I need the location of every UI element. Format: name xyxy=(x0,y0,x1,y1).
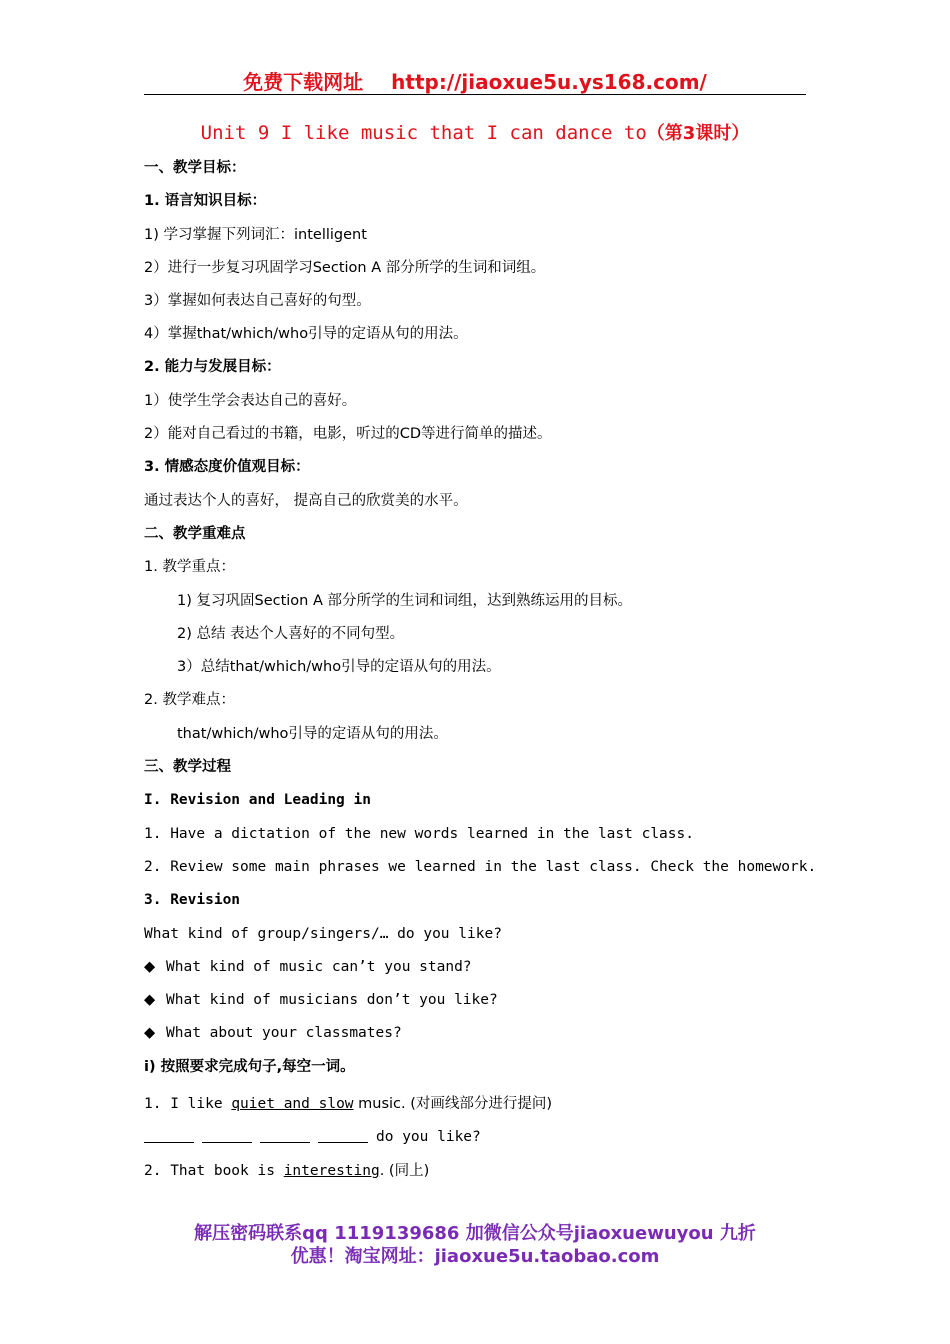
diamond-bullet-icon: ◆ xyxy=(144,992,156,1008)
key-point-item: 2) 总结 表达个人喜好的不同句型。 xyxy=(177,626,405,642)
difficult-point-text: that/which/who引导的定语从句的用法。 xyxy=(177,726,448,742)
ability-goal-item: 2）能对自己看过的书籍，电影，听过的CD等进行简单的描述。 xyxy=(144,426,552,442)
list-item xyxy=(144,990,498,1010)
bullet-text: What about your classmates? xyxy=(166,1025,402,1041)
answer-blank[interactable] xyxy=(260,1128,310,1143)
list-item xyxy=(144,957,472,977)
exercise-text: 2. That book is xyxy=(144,1163,284,1179)
page-title xyxy=(0,119,950,145)
attitude-goal-text: 通过表达个人的喜好， 提高自己的欣赏美的水平。 xyxy=(144,493,468,509)
underlined-phrase: interesting xyxy=(283,1163,380,1179)
ability-goals-title: 2. 能力与发展目标： xyxy=(144,359,281,375)
key-point-item: 1) 复习巩固Section A 部分所学的生词和词组，达到熟练运用的目标。 xyxy=(177,593,632,609)
header-label: 免费下载网址 xyxy=(243,70,364,94)
footer-contact: 解压密码联系qq 1119139686 加微信公众号jiaoxuewuyou 九折 xyxy=(194,1223,756,1244)
diamond-bullet-icon: ◆ xyxy=(144,1025,156,1041)
knowledge-goal-item: 1) 学习掌握下列词汇：intelligent xyxy=(144,227,367,243)
exercise-sentence-1 xyxy=(144,1094,552,1114)
underlined-phrase: quiet and slow xyxy=(231,1096,354,1112)
exercise-title: i) 按照要求完成句子,每空一词。 xyxy=(144,1059,355,1075)
answer-blank[interactable] xyxy=(318,1128,368,1143)
footer-shop-link[interactable]: 优惠！淘宝网址：jiaoxue5u.taobao.com xyxy=(290,1246,660,1267)
knowledge-goals-title: 1. 语言知识目标： xyxy=(144,193,267,209)
exercise-text: music. (对画线部分进行提问) xyxy=(353,1096,553,1112)
list-item xyxy=(144,1023,402,1043)
revision-subtitle: I. Revision and Leading in xyxy=(144,792,371,808)
bullet-text: What kind of musicians don’t you like? xyxy=(166,992,498,1008)
attitude-goals-title: 3. 情感态度价值观目标： xyxy=(144,459,310,475)
answer-suffix: do you like? xyxy=(376,1129,481,1145)
answer-blank[interactable] xyxy=(202,1128,252,1143)
bullet-text: What kind of music can’t you stand? xyxy=(166,959,472,975)
title-english: Unit 9 I like music that I can dance to xyxy=(200,122,647,144)
knowledge-goal-item: 2）进行一步复习巩固学习Section A 部分所学的生词和词组。 xyxy=(144,260,546,276)
section-objectives-heading: 一、教学目标： xyxy=(144,160,246,176)
section-process-heading: 三、教学过程 xyxy=(144,759,231,775)
section-keypoints-heading: 二、教学重难点 xyxy=(144,526,246,542)
answer-blank[interactable] xyxy=(144,1128,194,1143)
knowledge-goal-item: 3）掌握如何表达自己喜好的句型。 xyxy=(144,293,371,309)
process-step: 2. Review some main phrases we learned in the last class. Check the homework. xyxy=(144,859,817,875)
revision-title: 3. Revision xyxy=(144,892,241,908)
ability-goal-item: 1）使学生学会表达自己的喜好。 xyxy=(144,393,357,409)
title-lesson: （第3课时） xyxy=(646,123,750,144)
header-url-link[interactable]: http://jiaoxue5u.ys168.com/ xyxy=(391,70,707,94)
difficult-points-title: 2. 教学难点： xyxy=(144,692,235,708)
diamond-bullet-icon: ◆ xyxy=(144,959,156,975)
exercise-answer-line xyxy=(144,1127,481,1147)
exercise-text: 1. I like xyxy=(144,1096,232,1112)
page-header xyxy=(0,66,950,95)
key-point-item: 3）总结that/which/who引导的定语从句的用法。 xyxy=(177,659,501,675)
revision-question: What kind of group/singers/… do you like? xyxy=(144,926,502,942)
exercise-sentence-2 xyxy=(144,1161,429,1181)
key-points-title: 1. 教学重点： xyxy=(144,559,235,575)
process-step: 1. Have a dictation of the new words learned in the last class. xyxy=(144,826,694,842)
exercise-text: . (同上) xyxy=(379,1163,430,1179)
header-divider xyxy=(144,94,806,95)
knowledge-goal-item: 4）掌握that/which/who引导的定语从句的用法。 xyxy=(144,326,468,342)
